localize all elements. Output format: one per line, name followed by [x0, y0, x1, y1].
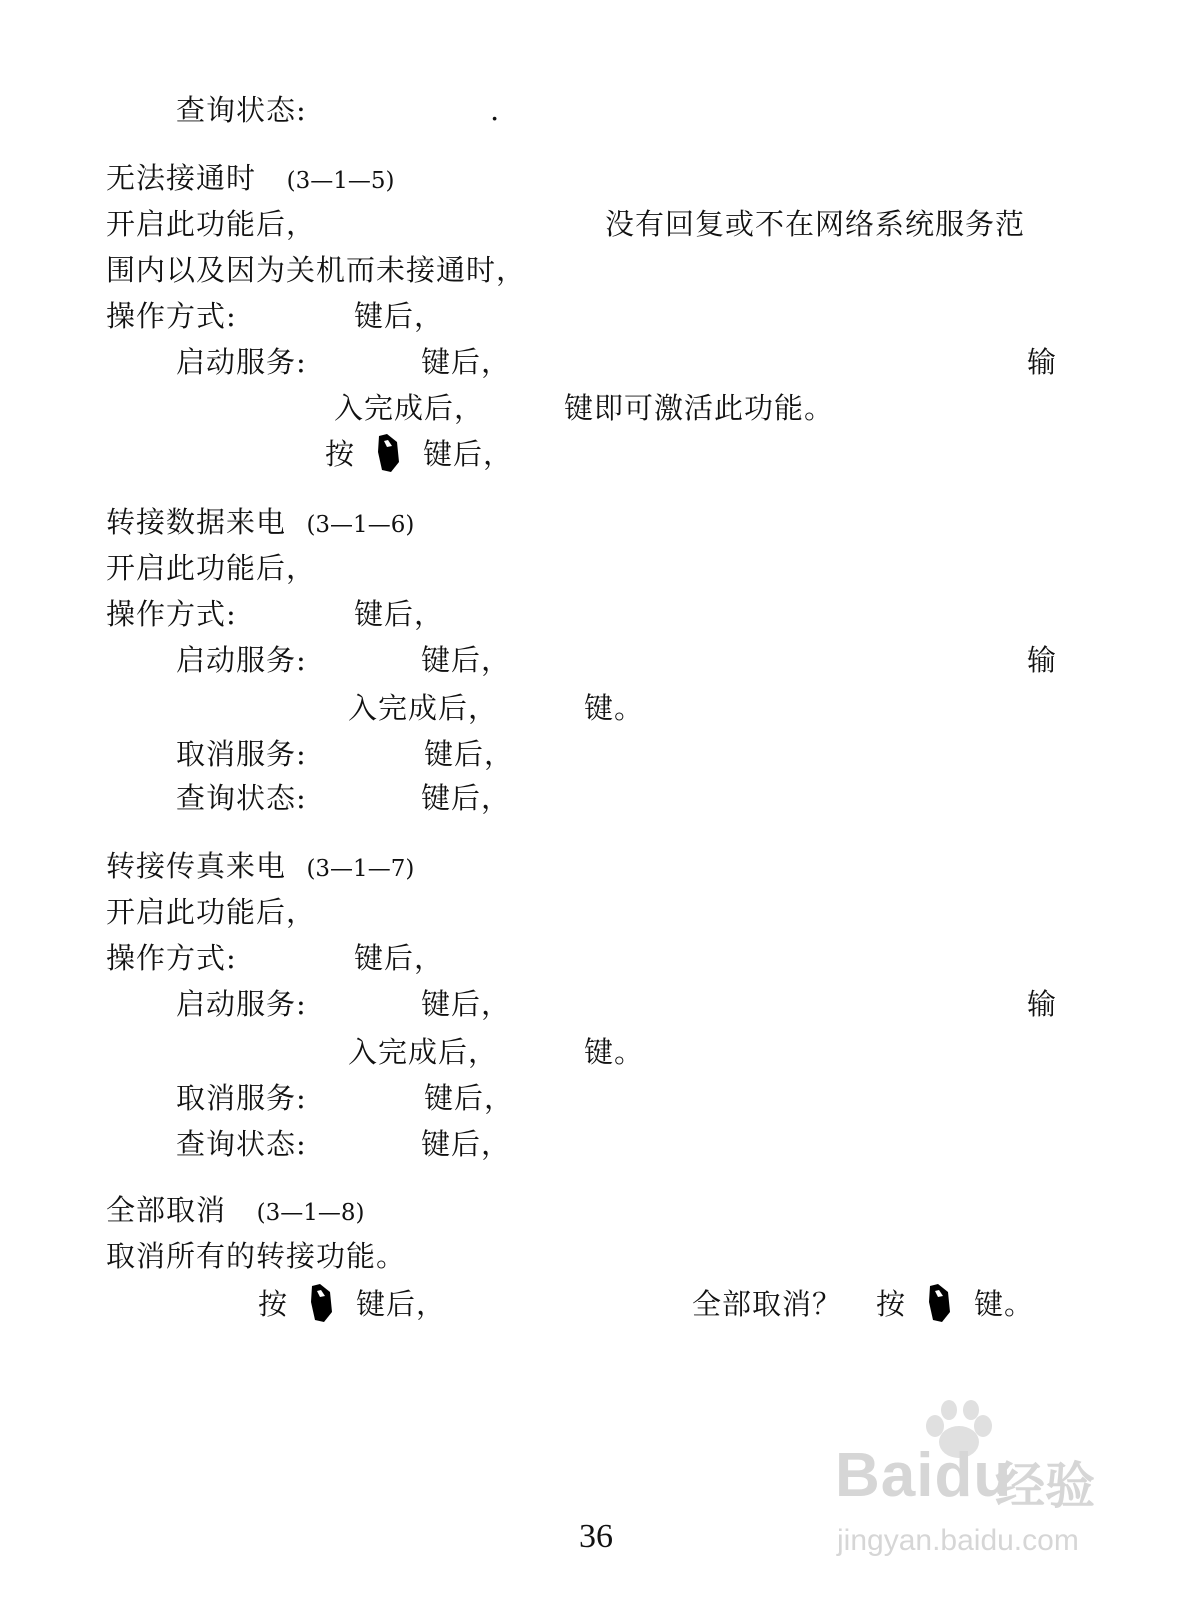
- desc-line: 开启此功能后，: [106, 895, 317, 929]
- section-code: (3—1—7): [306, 856, 415, 882]
- input-text-b: 入完成后，: [348, 691, 499, 725]
- phone-key-icon: [306, 1282, 336, 1324]
- page-number: 36: [579, 1518, 613, 1555]
- press-text: 按: [325, 437, 356, 471]
- input-key-text: 键。: [584, 1035, 645, 1069]
- query-status-key-text: 键后，: [421, 781, 512, 815]
- desc-line-b: 没有回复或不在网络系统服务范: [605, 207, 1026, 241]
- start-service-label: 启动服务:: [176, 987, 307, 1021]
- section-title-3-1-7: 转接传真来电 (3—1—7): [106, 849, 415, 883]
- press2-after-text: 键。: [974, 1287, 1035, 1321]
- desc-line: 开启此功能后，: [106, 551, 317, 585]
- section-title-3-1-6: 转接数据来电 (3—1—6): [106, 505, 415, 539]
- start-service-key-text: 键后，: [421, 987, 512, 1021]
- desc-line-a: 开启此功能后，: [106, 207, 317, 241]
- trailing-dot: .: [490, 93, 501, 127]
- confirm-text: 全部取消？: [692, 1287, 843, 1321]
- press-text-2: 按: [876, 1287, 907, 1321]
- press-text: 按: [258, 1287, 289, 1321]
- section-title-3-1-8: 全部取消 (3—1—8): [106, 1193, 365, 1227]
- query-status-label: 查询状态:: [176, 1127, 307, 1161]
- query-status-label: 查询状态:: [176, 781, 307, 815]
- operation-label: 操作方式:: [106, 299, 237, 333]
- baidu-watermark: [835, 1400, 1125, 1600]
- cancel-service-key-text: 键后，: [424, 1081, 515, 1115]
- operation-key-text: 键后，: [354, 299, 445, 333]
- press-after-text: 键后，: [423, 437, 514, 471]
- section-code: (3—1—6): [306, 512, 415, 538]
- watermark-brand: Baidu: [835, 1441, 1013, 1510]
- section-code: (3—1—8): [256, 1200, 365, 1226]
- desc-line: 取消所有的转接功能。: [106, 1239, 407, 1273]
- start-service-label: 启动服务:: [176, 345, 307, 379]
- watermark-cn: 经验: [995, 1458, 1095, 1514]
- watermark-brand2: du: [934, 1441, 1013, 1510]
- section-title-3-1-5: 无法接通时 (3—1—5): [106, 161, 395, 195]
- cancel-service-key-text: 键后，: [424, 737, 515, 771]
- input-text-b: 入完成后，: [348, 1035, 499, 1069]
- watermark-url: jingyan.baidu.com: [837, 1524, 1079, 1557]
- phone-key-icon: [373, 432, 403, 474]
- input-text-b: 入完成后，: [334, 391, 485, 425]
- press-after-text: 键后，: [356, 1287, 447, 1321]
- input-key-text: 键。: [584, 691, 645, 725]
- operation-label: 操作方式:: [106, 941, 237, 975]
- section-code: (3—1—5): [286, 168, 395, 194]
- activate-text: 键即可激活此功能。: [564, 391, 835, 425]
- phone-key-icon: [924, 1282, 954, 1324]
- cancel-service-label: 取消服务:: [176, 737, 307, 771]
- query-status-key-text: 键后，: [421, 1127, 512, 1161]
- operation-key-text: 键后，: [354, 941, 445, 975]
- input-text-a: 输: [1027, 643, 1058, 677]
- operation-label: 操作方式:: [106, 597, 237, 631]
- input-text-a: 输: [1027, 987, 1058, 1021]
- query-status-label: 查询状态:: [176, 93, 307, 127]
- desc-line-c: 围内以及因为关机而未接通时，: [106, 253, 527, 287]
- start-service-label: 启动服务:: [176, 643, 307, 677]
- start-service-key-text: 键后，: [421, 643, 512, 677]
- start-service-key-text: 键后，: [421, 345, 512, 379]
- operation-key-text: 键后，: [354, 597, 445, 631]
- cancel-service-label: 取消服务:: [176, 1081, 307, 1115]
- input-text-a: 输: [1027, 345, 1058, 379]
